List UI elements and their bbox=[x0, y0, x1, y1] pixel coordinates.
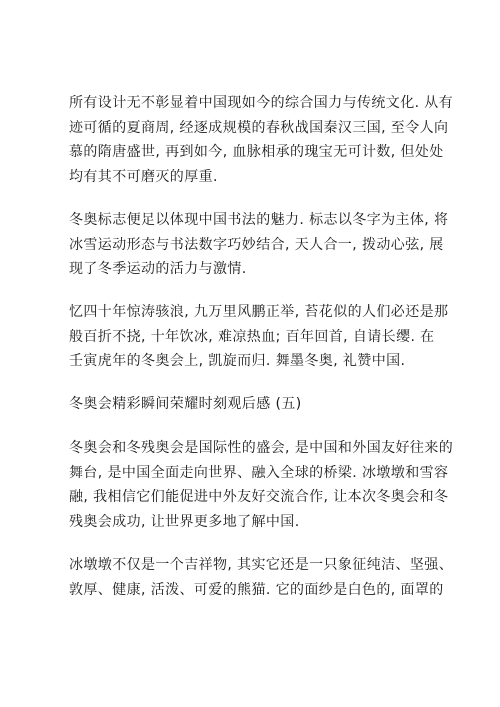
text-line: 冰墩墩不仅是一个吉祥物, 其实它还是一只象征纯洁、坚强、 bbox=[69, 557, 454, 573]
paragraph-emblem bbox=[69, 208, 449, 282]
text-line: 敦厚、健康, 活泼、可爱的熊猫. 它的面纱是白色的, 面罩的 bbox=[69, 581, 444, 598]
text-line: 迹可循的夏商周, 经逐成规模的春秋战国秦汉三国, 至令人向 bbox=[69, 119, 449, 136]
text-line: 冬奥会和冬残奥会是国际性的盛会, 是中国和外国友好往来的 bbox=[69, 440, 454, 456]
paragraph-bing-dwen-dwen bbox=[69, 553, 454, 602]
text-line: 慕的隋唐盛世, 再到如今, 血脉相承的瑰宝无可计数, 但处处 bbox=[69, 144, 444, 160]
text-line: 所有设计无不彰显着中国现如今的综合国力与传统文化. 从有 bbox=[69, 95, 454, 111]
text-line: 忆四十年惊涛骇浪, 九万里风鹏正举, 苔花似的人们必还是那 bbox=[69, 304, 449, 320]
text-line: 现了冬季运动的活力与激情. bbox=[69, 261, 247, 277]
text-line: 均有其不可磨灭的厚重. bbox=[69, 168, 218, 185]
paragraph-international-event bbox=[69, 436, 454, 534]
text-line: 冰雪运动形态与书法数字巧妙结合, 天人合一, 拨动心弦, 展 bbox=[69, 236, 444, 253]
text-line: 舞台, 是中国全面走向世界、融入全球的桥梁. 冰墩墩和雪容 bbox=[69, 464, 449, 481]
text-line: 壬寅虎年的冬奥会上, 凯旋而归. 舞墨冬奥, 礼赞中国. bbox=[69, 353, 406, 369]
text-line: 般百折不挠, 十年饮冰, 难凉热血; 百年回首, 自请长缨. 在 bbox=[69, 328, 435, 345]
paragraph-forty-years bbox=[69, 300, 449, 374]
text-line: 残奥会成功, 让世界更多地了解中国. bbox=[69, 513, 300, 530]
section-heading bbox=[69, 392, 439, 417]
paragraph-national-strength bbox=[69, 91, 454, 189]
heading-text: 冬奥会精彩瞬间荣耀时刻观后感 (五) bbox=[69, 396, 302, 412]
text-line: 融, 我相信它们能促进中外友好交流合作, 让本次冬奥会和冬 bbox=[69, 489, 449, 505]
text-line: 冬奥标志便足以体现中国书法的魅力. 标志以冬字为主体, 将 bbox=[69, 212, 449, 228]
